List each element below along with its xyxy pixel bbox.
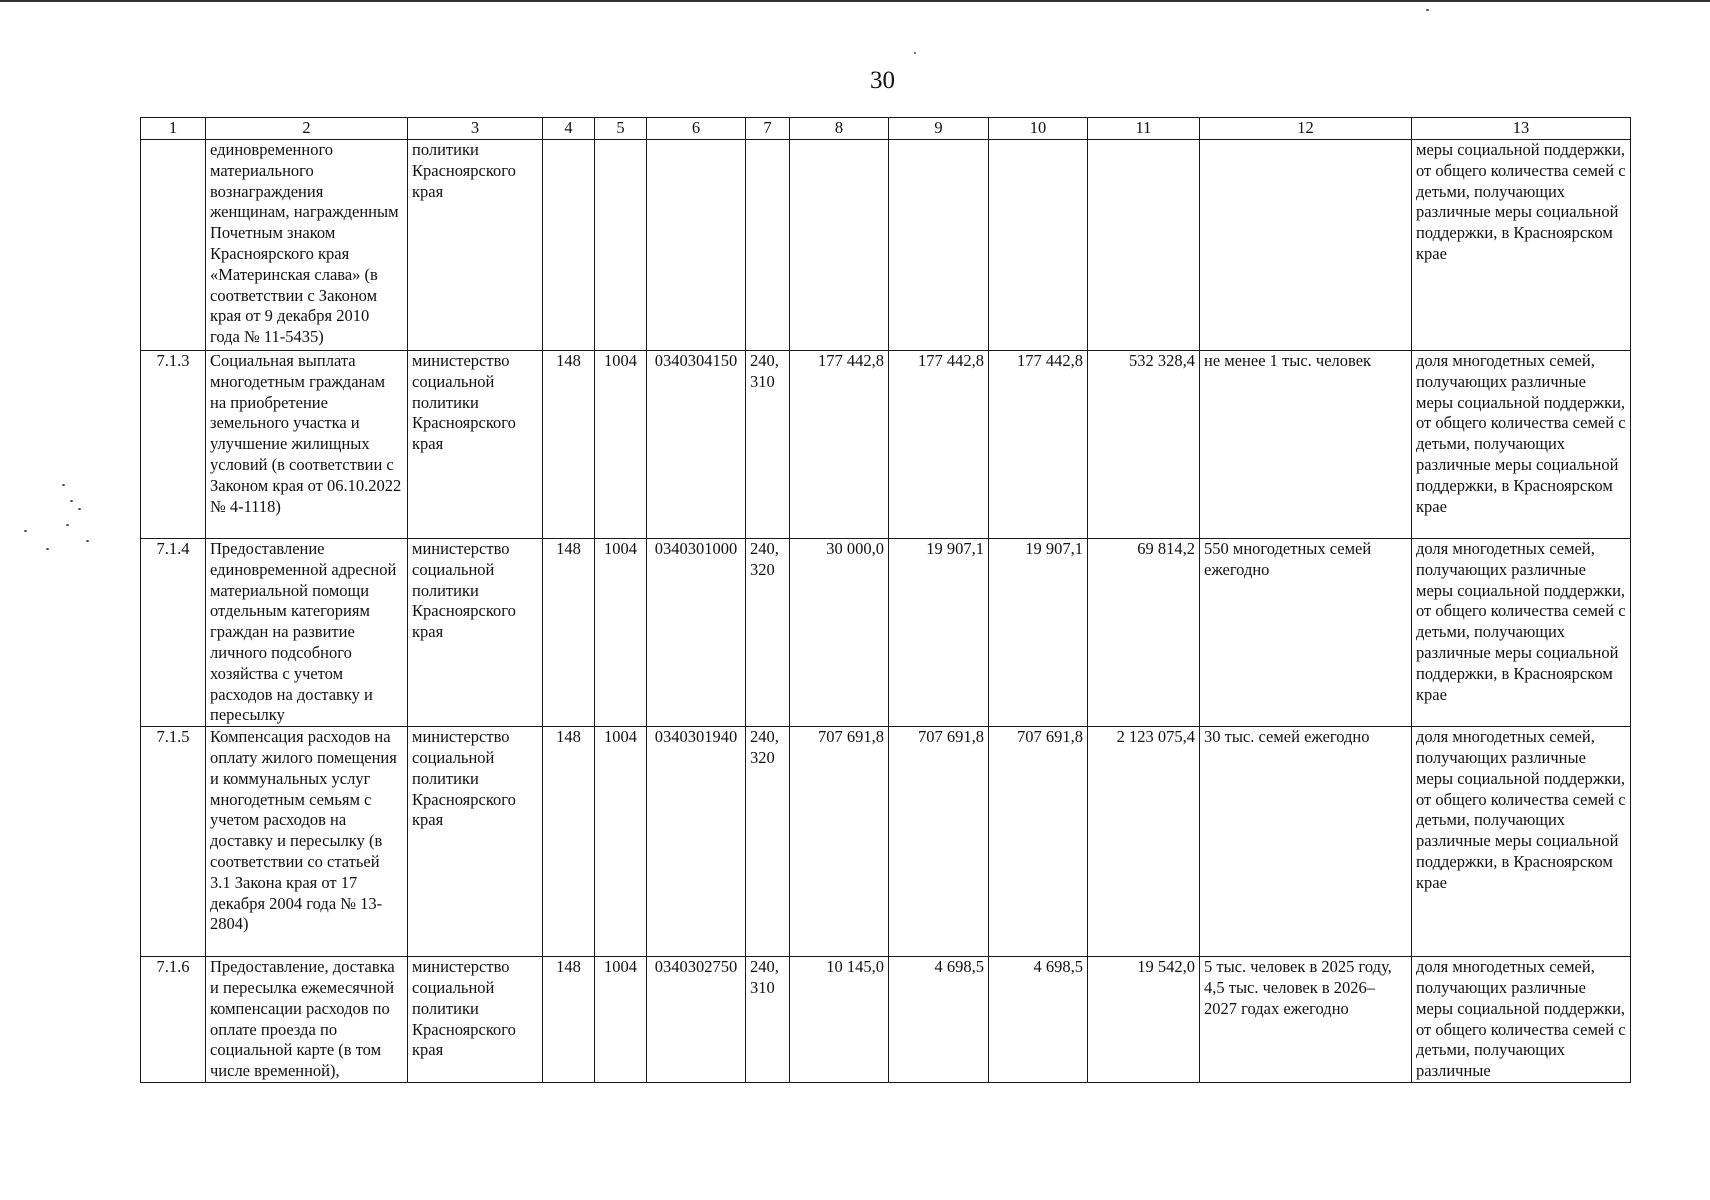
expected-result: 30 тыс. семей ежегодно [1200,727,1412,957]
table-header [141,118,1631,140]
expense-type-code: 240, 320 [746,727,790,957]
indicator: доля многодетных семей, получающих различные меры социальной поддержки, от общего количества семей с детьми, получающих различные меры социальной поддержки, в Красноярском крае [1412,351,1631,539]
measure-name: Предоставление, доставка и пересылка ежемесячной компенсации расходов по оплате проезда по социальной карте (в том числе временной), [206,957,408,1083]
amount-col8: 707 691,8 [790,727,889,957]
target-article-code [647,140,746,351]
executor: политики Красноярского края [408,140,543,351]
amount-col8: 10 145,0 [790,957,889,1083]
scan-speck [86,540,89,542]
header-row [141,118,1631,140]
grbs-code [543,140,595,351]
amount-col9: 4 698,5 [889,957,989,1083]
amount-col10: 4 698,5 [989,957,1088,1083]
expected-result [1200,140,1412,351]
expected-result: 550 многодетных семей ежегодно [1200,539,1412,727]
table-row [141,539,1631,727]
column-header: 5 [595,118,647,140]
program-table [140,117,1631,1083]
column-header: 13 [1412,118,1631,140]
grbs-code: 148 [543,539,595,727]
expense-type-code: 240, 310 [746,351,790,539]
table-row [141,727,1631,957]
amount-col9 [889,140,989,351]
target-article-code: 0340301000 [647,539,746,727]
section-code [595,140,647,351]
amount-col10 [989,140,1088,351]
measure-name: Социальная выплата многодетным гражданам на приобретение земельного участка и улучшение жилищных условий (в соответствии с Законом края от 06.10.2022 № 4-1118) [206,351,408,539]
row-id: 7.1.6 [141,957,206,1083]
indicator: доля многодетных семей, получающих различные меры социальной поддержки, от общего количества семей с детьми, получающих различные меры социальной поддержки, в Красноярском крае [1412,539,1631,727]
table-row [141,140,1631,351]
scan-speck [78,508,81,510]
amount-total: 19 542,0 [1088,957,1200,1083]
target-article-code: 0340304150 [647,351,746,539]
expense-type-code: 240, 310 [746,957,790,1083]
row-id: 7.1.4 [141,539,206,727]
row-id: 7.1.5 [141,727,206,957]
amount-col8: 177 442,8 [790,351,889,539]
grbs-code: 148 [543,957,595,1083]
scan-speck [62,484,65,486]
scan-speck [66,524,69,526]
section-code: 1004 [595,351,647,539]
measure-name: единовременного материального вознаграждения женщинам, награжденным Почетным знаком Красноярского края «Материнская слава» (в соответствии с Законом края от 9 декабря 2010 года № 11-5435) [206,140,408,351]
target-article-code: 0340301940 [647,727,746,957]
amount-total [1088,140,1200,351]
column-header: 2 [206,118,408,140]
column-header: 9 [889,118,989,140]
column-header: 4 [543,118,595,140]
grbs-code: 148 [543,351,595,539]
amount-col8: 30 000,0 [790,539,889,727]
column-header: 11 [1088,118,1200,140]
target-article-code: 0340302750 [647,957,746,1083]
amount-col9: 177 442,8 [889,351,989,539]
amount-col10: 19 907,1 [989,539,1088,727]
executor: министерство социальной политики Красноярского края [408,957,543,1083]
section-code: 1004 [595,727,647,957]
table-row [141,957,1631,1083]
executor: министерство социальной политики Красноярского края [408,351,543,539]
amount-col10: 707 691,8 [989,727,1088,957]
column-header: 1 [141,118,206,140]
indicator: доля многодетных семей, получающих различные меры социальной поддержки, от общего количества семей с детьми, получающих различные [1412,957,1631,1083]
table-row [141,351,1631,539]
expense-type-code [746,140,790,351]
expected-result: не менее 1 тыс. человек [1200,351,1412,539]
expense-type-code: 240, 320 [746,539,790,727]
column-header: 8 [790,118,889,140]
column-header: 6 [647,118,746,140]
scan-speck [914,52,916,54]
measure-name: Компенсация расходов на оплату жилого помещения и коммунальных услуг многодетным семьям с учетом расходов на доставку и пересылку (в соответствии со статьей 3.1 Закона края от 17 декабря 2004 года № 13-2804) [206,727,408,957]
amount-col10: 177 442,8 [989,351,1088,539]
amount-total: 532 328,4 [1088,351,1200,539]
table-body [141,140,1631,1083]
scan-speck [70,500,73,502]
indicator: меры социальной поддержки, от общего количества семей с детьми, получающих различные меры социальной поддержки, в Красноярском крае [1412,140,1631,351]
column-header: 7 [746,118,790,140]
row-id [141,140,206,351]
indicator: доля многодетных семей, получающих различные меры социальной поддержки, от общего количества семей с детьми, получающих различные меры социальной поддержки, в Красноярском крае [1412,727,1631,957]
expected-result: 5 тыс. человек в 2025 году, 4,5 тыс. человек в 2026–2027 годах ежегодно [1200,957,1412,1083]
amount-col9: 707 691,8 [889,727,989,957]
executor: министерство социальной политики Красноярского края [408,539,543,727]
amount-col8 [790,140,889,351]
executor: министерство социальной политики Красноярского края [408,727,543,957]
section-code: 1004 [595,539,647,727]
section-code: 1004 [595,957,647,1083]
scan-speck [24,530,27,532]
amount-total: 2 123 075,4 [1088,727,1200,957]
grbs-code: 148 [543,727,595,957]
page-number: 30 [870,67,895,94]
row-id: 7.1.3 [141,351,206,539]
column-header: 10 [989,118,1088,140]
amount-total: 69 814,2 [1088,539,1200,727]
column-header: 3 [408,118,543,140]
amount-col9: 19 907,1 [889,539,989,727]
scan-speck [1426,9,1429,11]
scan-speck [46,548,49,550]
column-header: 12 [1200,118,1412,140]
measure-name: Предоставление единовременной адресной материальной помощи отдельным категориям граждан на развитие личного подсобного хозяйства с учетом расходов на доставку и пересылку [206,539,408,727]
